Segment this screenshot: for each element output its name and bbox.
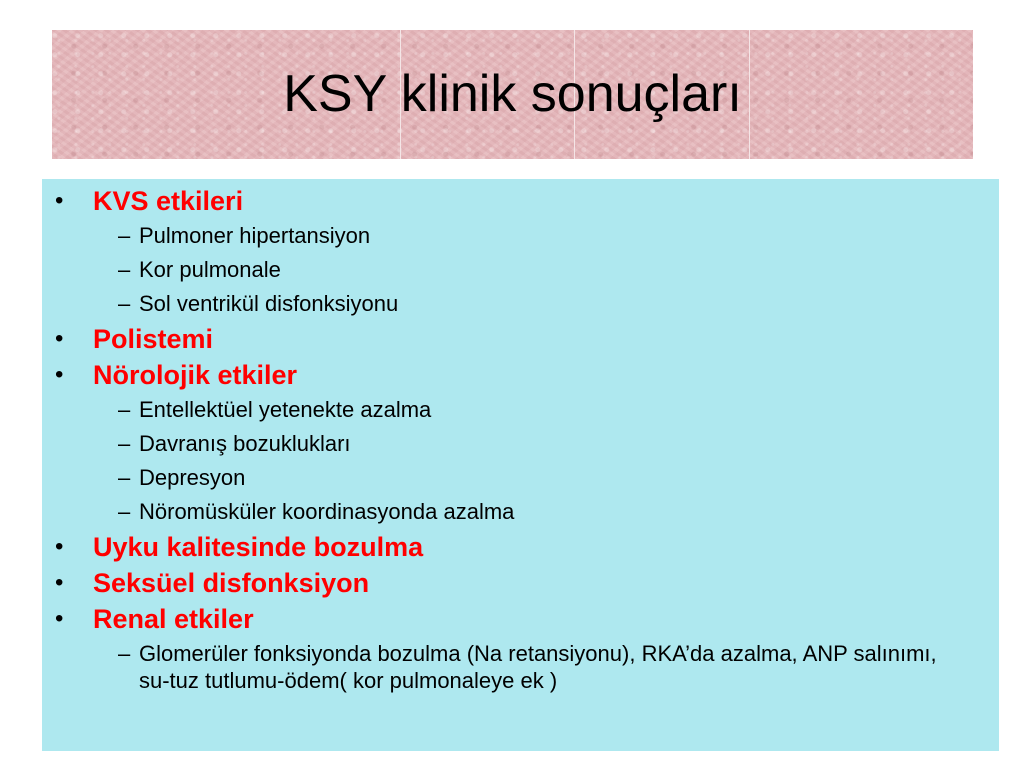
dash-icon: –	[118, 641, 131, 666]
sub-item	[93, 427, 969, 461]
sub-item-text: Sol ventrikül disfonksiyonu	[139, 291, 399, 316]
bullet-row	[55, 357, 999, 393]
dash-icon: –	[118, 397, 131, 422]
bullet-heading: Renal etkiler	[93, 604, 254, 634]
sub-item	[93, 219, 969, 253]
bullet-row	[55, 565, 999, 601]
bullet-row	[55, 601, 999, 637]
bullet-item	[42, 321, 999, 357]
sub-item-text: Depresyon	[139, 465, 246, 490]
bullet-dot-icon: •	[55, 605, 64, 632]
sub-item	[93, 637, 969, 694]
content-box	[42, 179, 999, 751]
sub-item	[93, 495, 969, 529]
bullet-heading: Nörolojik etkiler	[93, 360, 298, 390]
bullet-row	[55, 183, 999, 219]
bullet-item	[42, 357, 999, 529]
bullet-item	[42, 601, 999, 694]
dash-icon: –	[118, 465, 131, 490]
sub-item-text: Pulmoner hipertansiyon	[139, 223, 371, 248]
bullet-heading: Seksüel disfonksiyon	[93, 568, 370, 598]
bullet-dot-icon: •	[55, 533, 64, 560]
dash-icon: –	[118, 499, 131, 524]
bullet-dot-icon: •	[55, 361, 64, 388]
bullet-list	[42, 183, 999, 694]
slide-title: KSY klinik sonuçları	[283, 65, 742, 123]
bullet-heading: Polistemi	[93, 324, 214, 354]
bullet-item	[42, 565, 999, 601]
sub-list	[93, 219, 999, 321]
sub-item	[93, 393, 969, 427]
sub-item-text: Kor pulmonale	[139, 257, 281, 282]
sub-list	[93, 637, 999, 694]
bullet-heading: KVS etkileri	[93, 186, 244, 216]
dash-icon: –	[118, 223, 131, 248]
bullet-row	[55, 529, 999, 565]
bullet-item	[42, 183, 999, 321]
dash-icon: –	[118, 291, 131, 316]
sub-item-text: Entellektüel yetenekte azalma	[139, 397, 432, 422]
bullet-dot-icon: •	[55, 569, 64, 596]
dash-icon: –	[118, 257, 131, 282]
bullet-dot-icon: •	[55, 187, 64, 214]
sub-item-text: Davranış bozuklukları	[139, 431, 351, 456]
bullet-heading: Uyku kalitesinde bozulma	[93, 532, 424, 562]
sub-item	[93, 461, 969, 495]
title-banner	[52, 30, 973, 159]
sub-item	[93, 253, 969, 287]
bullet-dot-icon: •	[55, 325, 64, 352]
dash-icon: –	[118, 431, 131, 456]
bullet-row	[55, 321, 999, 357]
sub-item	[93, 287, 969, 321]
bullet-item	[42, 529, 999, 565]
sub-item-text: Nöromüsküler koordinasyonda azalma	[139, 499, 515, 524]
sub-item-text: Glomerüler fonksiyonda bozulma (Na retansiyonu), RKA’da azalma, ANP salınımı, su-tuz tutlumu-ödem( kor pulmonaleye ek )	[139, 641, 937, 693]
sub-list	[93, 393, 999, 529]
